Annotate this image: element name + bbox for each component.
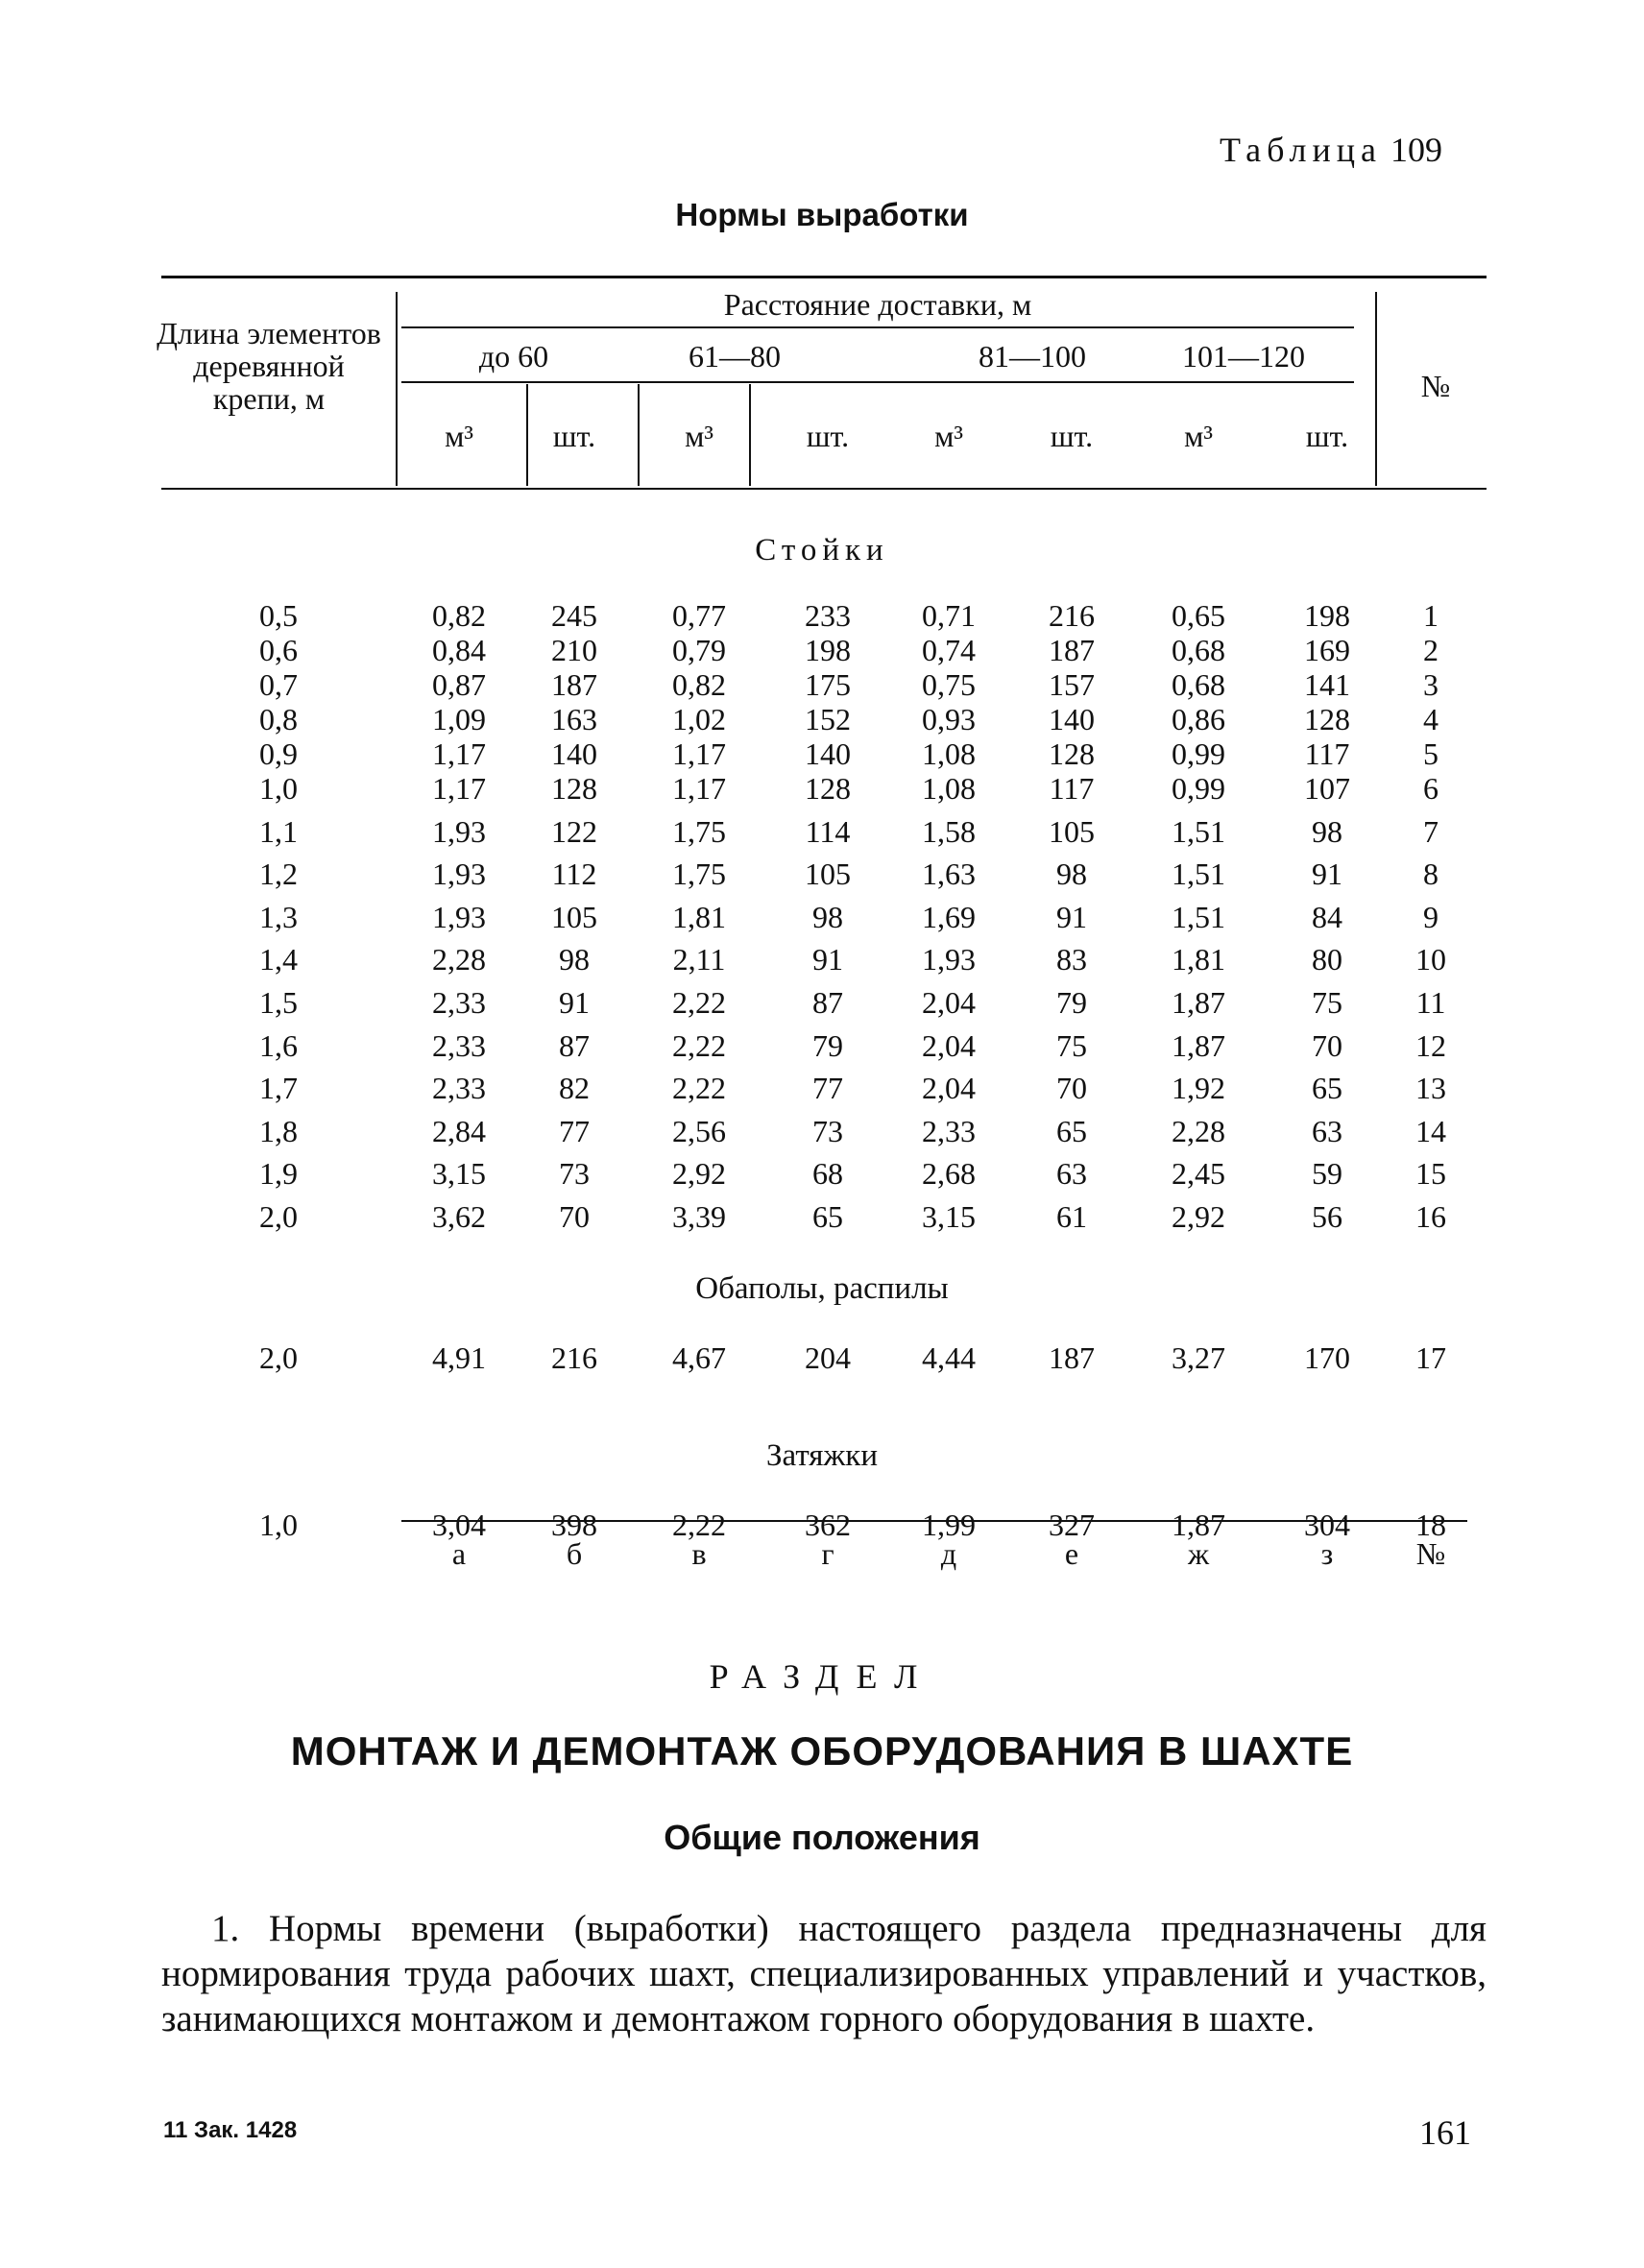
length-cell: 1,1 [259, 813, 298, 849]
value-cell: 204 [805, 1339, 851, 1375]
column-letter-number: № [1415, 1536, 1446, 1571]
unit-label: м³ [934, 419, 963, 453]
value-cell: 73 [559, 1156, 590, 1192]
value-cell: 73 [812, 1113, 843, 1148]
row-number-cell: 3 [1423, 667, 1438, 702]
value-cell: 2,84 [432, 1113, 486, 1148]
value-cell: 75 [1312, 985, 1342, 1020]
value-cell: 56 [1312, 1199, 1342, 1234]
value-cell: 128 [1049, 736, 1095, 771]
value-cell: 65 [1056, 1113, 1087, 1148]
unit-label: м³ [1184, 419, 1213, 453]
value-cell: 2,04 [922, 1071, 976, 1106]
section-title: МОНТАЖ И ДЕМОНТАЖ ОБОРУДОВАНИЯ В ШАХТЕ [290, 1728, 1354, 1773]
value-cell: 128 [1304, 702, 1350, 736]
header-vline-5 [1375, 292, 1377, 486]
value-cell: 2,68 [922, 1156, 976, 1192]
unit-label: шт. [1305, 419, 1349, 453]
unit-label: шт. [1050, 419, 1094, 453]
value-cell: 4,67 [672, 1339, 726, 1375]
value-cell: 114 [805, 813, 851, 849]
table-top-rule [161, 276, 1487, 278]
row-number-cell: 16 [1415, 1199, 1446, 1234]
column-letter: г [821, 1536, 834, 1571]
row-number-cell: 1 [1423, 598, 1438, 633]
value-cell: 98 [812, 899, 843, 934]
razdel-heading: РАЗДЕЛ [709, 1657, 935, 1696]
value-cell: 4,91 [432, 1339, 486, 1375]
row-number-cell: 8 [1423, 857, 1438, 892]
column-letter: ж [1187, 1536, 1210, 1571]
row-number-cell: 7 [1423, 813, 1438, 849]
distance-group-header: Расстояние доставки, м [723, 287, 1032, 322]
value-cell: 141 [1304, 667, 1350, 702]
row-number-cell: 13 [1415, 1071, 1446, 1106]
value-cell: 1,09 [432, 702, 486, 736]
value-cell: 170 [1304, 1339, 1350, 1375]
header-bottom-rule [161, 488, 1487, 490]
value-cell: 2,22 [672, 1507, 726, 1542]
value-cell: 1,93 [432, 857, 486, 892]
value-cell: 2,33 [922, 1113, 976, 1148]
value-cell: 187 [1049, 1339, 1095, 1375]
value-cell: 1,17 [672, 771, 726, 806]
value-cell: 2,28 [432, 942, 486, 977]
unit-label: м³ [685, 419, 713, 453]
value-cell: 2,56 [672, 1113, 726, 1148]
row-number-cell: 17 [1415, 1339, 1446, 1375]
value-cell: 107 [1304, 771, 1350, 806]
value-cell: 128 [551, 771, 597, 806]
value-cell: 1,92 [1172, 1071, 1225, 1106]
value-cell: 216 [1049, 598, 1095, 633]
value-cell: 75 [1056, 1027, 1087, 1063]
section-heading: Обаполы, распилы [695, 1270, 949, 1306]
value-cell: 91 [559, 985, 590, 1020]
length-cell: 0,9 [259, 736, 298, 771]
value-cell: 0,82 [432, 598, 486, 633]
row-number-cell: 6 [1423, 771, 1438, 806]
value-cell: 1,17 [432, 771, 486, 806]
value-cell: 1,75 [672, 857, 726, 892]
row-number-cell: 11 [1415, 985, 1446, 1020]
value-cell: 83 [1056, 942, 1087, 977]
value-cell: 3,62 [432, 1199, 486, 1234]
value-cell: 0,71 [922, 598, 976, 633]
value-cell: 61 [1056, 1199, 1087, 1234]
value-cell: 2,22 [672, 1071, 726, 1106]
row-number-cell: 9 [1423, 899, 1438, 934]
length-cell: 1,3 [259, 899, 298, 934]
length-cell: 1,0 [259, 771, 298, 806]
value-cell: 175 [805, 667, 851, 702]
value-cell: 98 [559, 942, 590, 977]
row-number-cell: 15 [1415, 1156, 1446, 1192]
distance-group-4: 101—120 [1182, 339, 1305, 374]
value-cell: 233 [805, 598, 851, 633]
value-cell: 2,45 [1172, 1156, 1225, 1192]
value-cell: 0,87 [432, 667, 486, 702]
value-cell: 1,63 [922, 857, 976, 892]
length-cell: 1,9 [259, 1156, 298, 1192]
value-cell: 1,87 [1172, 985, 1225, 1020]
value-cell: 1,58 [922, 813, 976, 849]
value-cell: 2,92 [1172, 1199, 1225, 1234]
length-cell: 1,0 [259, 1507, 298, 1542]
value-cell: 1,02 [672, 702, 726, 736]
value-cell: 70 [559, 1199, 590, 1234]
value-cell: 79 [812, 1027, 843, 1063]
value-cell: 1,93 [432, 813, 486, 849]
value-cell: 122 [551, 813, 597, 849]
length-cell: 1,6 [259, 1027, 298, 1063]
value-cell: 87 [812, 985, 843, 1020]
length-cell: 1,5 [259, 985, 298, 1020]
length-cell: 0,6 [259, 633, 298, 667]
unit-label: шт. [552, 419, 596, 453]
value-cell: 398 [551, 1507, 597, 1542]
length-cell: 1,8 [259, 1113, 298, 1148]
value-cell: 3,39 [672, 1199, 726, 1234]
number-column-header: № [1420, 369, 1451, 403]
section-heading: Затяжки [766, 1437, 878, 1473]
value-cell: 1,87 [1172, 1027, 1225, 1063]
value-cell: 163 [551, 702, 597, 736]
print-order-note: 11 Зак. 1428 [163, 2117, 298, 2143]
value-cell: 65 [812, 1199, 843, 1234]
value-cell: 117 [1304, 736, 1350, 771]
value-cell: 0,99 [1172, 771, 1225, 806]
value-cell: 117 [1049, 771, 1095, 806]
value-cell: 1,93 [432, 899, 486, 934]
value-cell: 91 [1056, 899, 1087, 934]
length-cell: 1,4 [259, 942, 298, 977]
value-cell: 327 [1049, 1507, 1095, 1542]
value-cell: 2,92 [672, 1156, 726, 1192]
value-cell: 105 [1049, 813, 1095, 849]
value-cell: 216 [551, 1339, 597, 1375]
value-cell: 1,81 [1172, 942, 1225, 977]
value-cell: 0,74 [922, 633, 976, 667]
column-letter: д [940, 1536, 957, 1571]
value-cell: 91 [1312, 857, 1342, 892]
column-letter: б [566, 1536, 583, 1571]
value-cell: 82 [559, 1071, 590, 1106]
column-letter: з [1320, 1536, 1334, 1571]
row-number-cell: 10 [1415, 942, 1446, 977]
group-header-rule [401, 326, 1354, 328]
letters-top-rule [401, 1520, 1467, 1522]
table-title: Нормы выработки [675, 197, 969, 232]
value-cell: 0,86 [1172, 702, 1225, 736]
length-cell: 0,7 [259, 667, 298, 702]
length-cell: 1,7 [259, 1071, 298, 1106]
value-cell: 198 [805, 633, 851, 667]
value-cell: 1,69 [922, 899, 976, 934]
value-cell: 77 [812, 1071, 843, 1106]
value-cell: 2,04 [922, 985, 976, 1020]
value-cell: 105 [551, 899, 597, 934]
value-cell: 3,15 [922, 1199, 976, 1234]
header-vline-1 [396, 292, 398, 486]
length-cell: 2,0 [259, 1339, 298, 1375]
value-cell: 1,81 [672, 899, 726, 934]
row-number-cell: 5 [1423, 736, 1438, 771]
value-cell: 3,04 [432, 1507, 486, 1542]
value-cell: 2,11 [672, 942, 726, 977]
value-cell: 68 [812, 1156, 843, 1192]
length-cell: 2,0 [259, 1199, 298, 1234]
subsection-title: Общие положения [664, 1818, 980, 1857]
value-cell: 70 [1312, 1027, 1342, 1063]
value-cell: 1,75 [672, 813, 726, 849]
table-label [1220, 130, 1442, 170]
value-cell: 152 [805, 702, 851, 736]
value-cell: 0,75 [922, 667, 976, 702]
value-cell: 1,08 [922, 771, 976, 806]
value-cell: 0,82 [672, 667, 726, 702]
value-cell: 2,33 [432, 1027, 486, 1063]
distance-group-3: 81—100 [979, 339, 1086, 374]
value-cell: 105 [805, 857, 851, 892]
length-column-header: Длина элементов деревянной крепи, м [157, 316, 381, 416]
length-cell: 0,5 [259, 598, 298, 633]
value-cell: 2,04 [922, 1027, 976, 1063]
value-cell: 0,84 [432, 633, 486, 667]
value-cell: 59 [1312, 1156, 1342, 1192]
value-cell: 3,27 [1172, 1339, 1225, 1375]
value-cell: 187 [1049, 633, 1095, 667]
value-cell: 1,17 [672, 736, 726, 771]
value-cell: 91 [812, 942, 843, 977]
table-number: 109 [1390, 131, 1442, 169]
length-cell: 1,2 [259, 857, 298, 892]
value-cell: 70 [1056, 1071, 1087, 1106]
value-cell: 80 [1312, 942, 1342, 977]
value-cell: 2,22 [672, 1027, 726, 1063]
value-cell: 0,68 [1172, 667, 1225, 702]
value-cell: 65 [1312, 1071, 1342, 1106]
value-cell: 0,99 [1172, 736, 1225, 771]
distance-group-1: до 60 [478, 339, 549, 374]
value-cell: 210 [551, 633, 597, 667]
table-word: Таблица [1220, 131, 1382, 169]
value-cell: 79 [1056, 985, 1087, 1020]
value-cell: 198 [1304, 598, 1350, 633]
value-cell: 2,22 [672, 985, 726, 1020]
value-cell: 63 [1056, 1156, 1087, 1192]
value-cell: 84 [1312, 899, 1342, 934]
value-cell: 63 [1312, 1113, 1342, 1148]
value-cell: 157 [1049, 667, 1095, 702]
value-cell: 0,65 [1172, 598, 1225, 633]
value-cell: 1,93 [922, 942, 976, 977]
value-cell: 1,08 [922, 736, 976, 771]
value-cell: 2,33 [432, 985, 486, 1020]
section-heading: Стойки [755, 533, 889, 567]
value-cell: 304 [1304, 1507, 1350, 1542]
value-cell: 0,68 [1172, 633, 1225, 667]
value-cell: 140 [1049, 702, 1095, 736]
value-cell: 140 [551, 736, 597, 771]
value-cell: 98 [1056, 857, 1087, 892]
page-number: 161 [1419, 2113, 1471, 2152]
value-cell: 77 [559, 1113, 590, 1148]
row-number-cell: 2 [1423, 633, 1438, 667]
value-cell: 1,99 [922, 1507, 976, 1542]
row-number-cell: 4 [1423, 702, 1438, 736]
row-number-cell: 18 [1415, 1507, 1446, 1542]
value-cell: 140 [805, 736, 851, 771]
unit-label: м³ [445, 419, 473, 453]
unit-label: шт. [806, 419, 850, 453]
value-cell: 0,77 [672, 598, 726, 633]
value-cell: 245 [551, 598, 597, 633]
value-cell: 98 [1312, 813, 1342, 849]
value-cell: 1,51 [1172, 857, 1225, 892]
value-cell: 0,93 [922, 702, 976, 736]
value-cell: 1,87 [1172, 1507, 1225, 1542]
column-letter: а [451, 1536, 467, 1571]
value-cell: 187 [551, 667, 597, 702]
distance-group-2: 61—80 [689, 339, 781, 374]
body-paragraph: 1. Нормы времени (выработки) настоящего раздела предназначены для нормирования труда рабочих шахт, специализированных управлений и участков, занимающихся монтажом и демонтажом горного оборудования в шахте. [161, 1908, 1487, 2039]
distance-header-rule [401, 381, 1354, 383]
value-cell: 1,17 [432, 736, 486, 771]
value-cell: 2,33 [432, 1071, 486, 1106]
header-vline-3 [638, 384, 640, 486]
value-cell: 362 [805, 1507, 851, 1542]
value-cell: 0,79 [672, 633, 726, 667]
value-cell: 128 [805, 771, 851, 806]
column-letter: е [1064, 1536, 1079, 1571]
value-cell: 4,44 [922, 1339, 976, 1375]
value-cell: 3,15 [432, 1156, 486, 1192]
row-number-cell: 14 [1415, 1113, 1446, 1148]
value-cell: 87 [559, 1027, 590, 1063]
value-cell: 169 [1304, 633, 1350, 667]
row-number-cell: 12 [1415, 1027, 1446, 1063]
length-cell: 0,8 [259, 702, 298, 736]
column-letter: в [691, 1536, 707, 1571]
value-cell: 1,51 [1172, 813, 1225, 849]
value-cell: 112 [551, 857, 597, 892]
value-cell: 2,28 [1172, 1113, 1225, 1148]
value-cell: 1,51 [1172, 899, 1225, 934]
